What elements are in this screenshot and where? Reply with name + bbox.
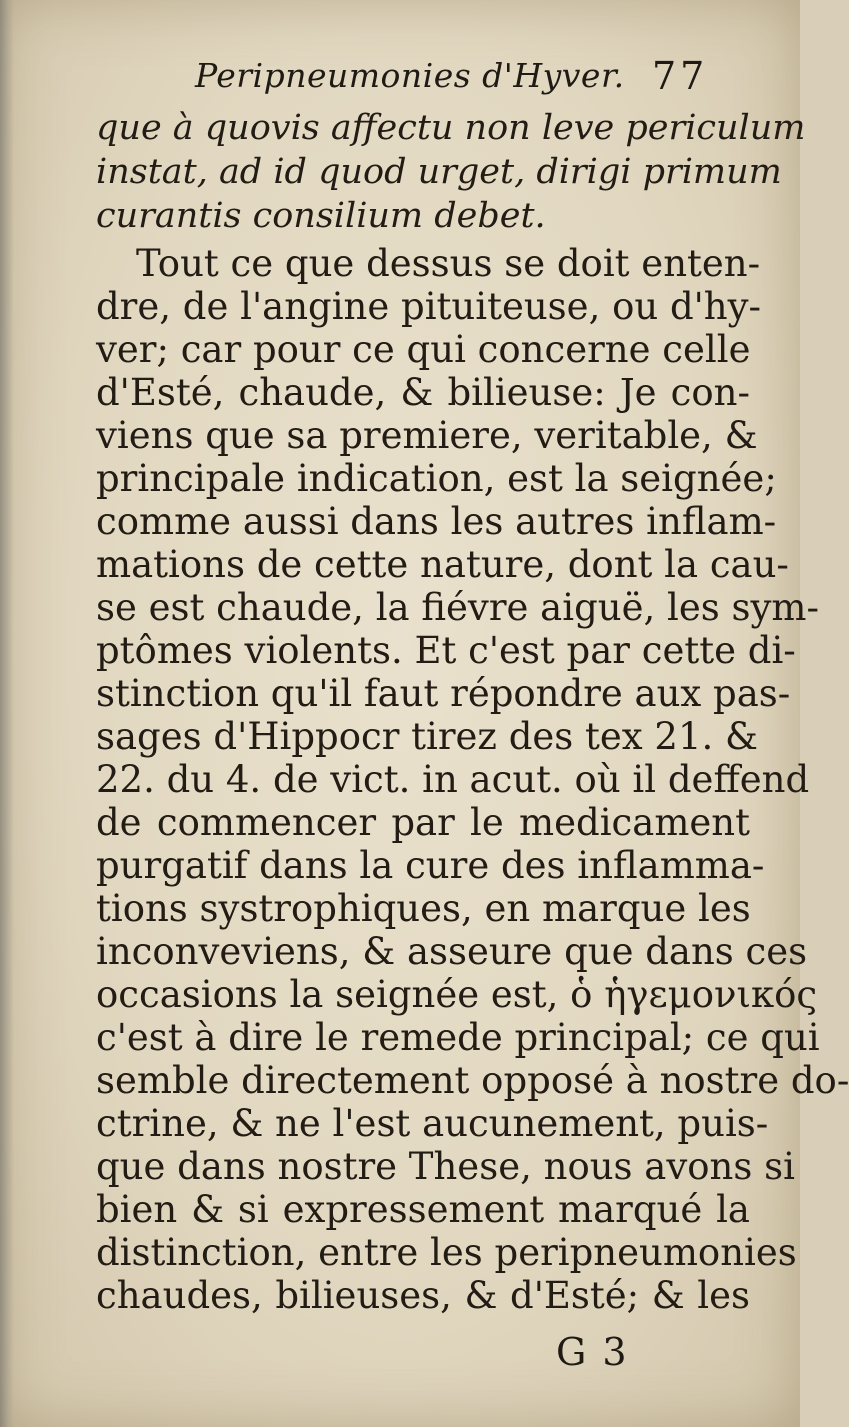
text-line: occasions la seignée est, ὁ ἡγεμονικός	[96, 973, 818, 1016]
text-line: se est chaude, la fiévre aiguë, les sym-	[96, 586, 819, 629]
text-line: tions systrophiques, en marque les	[96, 887, 751, 930]
text-line: purgatif dans la cure des inflamma-	[96, 844, 765, 887]
text-line: c'est à dire le remede principal; ce qui	[96, 1016, 820, 1059]
text-line: principale indication, est la seignée;	[96, 457, 777, 500]
text-line: comme aussi dans les autres inflam-	[96, 500, 777, 543]
text-line: ptômes violents. Et c'est par cette di-	[96, 629, 796, 672]
text-line: viens que sa premiere, veritable, &	[96, 414, 758, 457]
page-number: 77	[652, 54, 709, 98]
text-line: 22. du 4. de vict. in acut. où il deffend	[96, 758, 810, 801]
text-line: ver; car pour ce qui concerne celle	[96, 328, 751, 371]
text-line: semble directement opposé à nostre do-	[96, 1059, 849, 1102]
text-line: de commencer par le medicament	[96, 801, 750, 844]
text-line: stinction qu'il faut répondre aux pas-	[96, 672, 791, 715]
text-line: sages d'Hippocr tirez des tex 21. &	[96, 715, 758, 758]
text-line: que à quovis affectu non leve periculum	[96, 108, 806, 148]
text-line: mations de cette nature, dont la cau-	[96, 543, 789, 586]
signature-mark: G 3	[556, 1330, 629, 1374]
text-line: que dans nostre These, nous avons si	[96, 1145, 795, 1188]
text-line: d'Esté, chaude, & bilieuse: Je con-	[96, 371, 750, 414]
text-line: chaudes, bilieuses, & d'Esté; & les	[96, 1274, 750, 1317]
text-line: ctrine, & ne l'est aucunement, puis-	[96, 1102, 769, 1145]
text-line: instat, ad id quod urget, dirigi primum	[96, 152, 782, 192]
text-line: curantis consilium debet.	[96, 196, 546, 236]
text-line: inconveviens, & asseure que dans ces	[96, 930, 808, 973]
text-line: Tout ce que dessus se doit enten-	[136, 242, 761, 285]
running-title: Peripneumonies d'Hyver.	[195, 56, 625, 95]
text-line: dre, de l'angine pituiteuse, ou d'hy-	[96, 285, 762, 328]
text-line: bien & si expressement marqué la	[96, 1188, 750, 1231]
text-line: distinction, entre les peripneumonies	[96, 1231, 797, 1274]
